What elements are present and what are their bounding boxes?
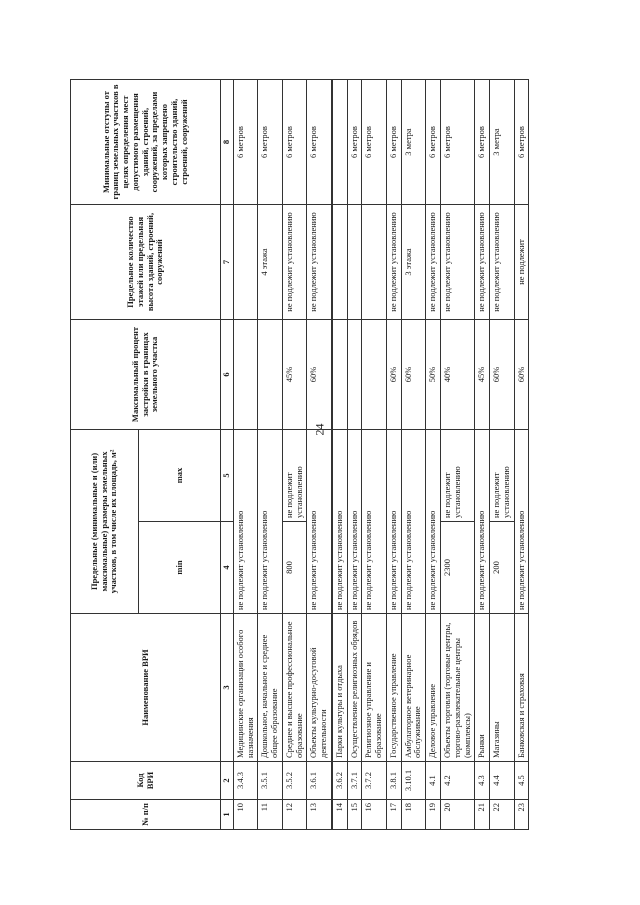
row-size: не подлежит установлению (475, 430, 490, 614)
row-name: Религиозное управление и образование (362, 614, 387, 762)
row-floors: не подлежит установлению (282, 205, 307, 320)
header-code: Код ВРИ (71, 762, 221, 800)
row-code: 3.6.1 (307, 762, 332, 800)
row-coverage: 45% (282, 320, 307, 430)
header-name: Наименование ВРИ (71, 614, 221, 762)
row-setback: 6 метров (475, 80, 490, 205)
table-row (441, 80, 475, 830)
row-number: 12 (282, 800, 307, 830)
row-coverage: 60% (386, 320, 401, 430)
row-size: не подлежит установлению (386, 430, 401, 614)
col-number: 5 (221, 430, 234, 522)
row-number: 15 (347, 800, 362, 830)
row-floors: 4 этажа (258, 205, 283, 320)
row-name: Объекты торговли (торговые центры, торгово-развлекательные центры (комплексы) (441, 614, 475, 762)
table-row (307, 80, 332, 830)
row-code: 4.5 (514, 762, 529, 800)
row-number: 11 (258, 800, 283, 830)
row-setback: 3 метра (401, 80, 426, 205)
header-num: № п/п (71, 800, 221, 830)
row-code: 3.5.2 (282, 762, 307, 800)
row-coverage (332, 320, 347, 430)
table-row (258, 80, 283, 830)
row-coverage (347, 320, 362, 430)
row-name: Государственное управление (386, 614, 401, 762)
row-coverage (362, 320, 387, 430)
row-coverage: 50% (426, 320, 441, 430)
row-size-max: не подлежит установлению (490, 430, 515, 522)
row-floors: не подлежит установлению (426, 205, 441, 320)
row-code: 3.6.2 (332, 762, 347, 800)
row-code: 3.4.3 (233, 762, 258, 800)
row-coverage: 60% (401, 320, 426, 430)
row-coverage (258, 320, 283, 430)
row-setback: 6 метров (441, 80, 475, 205)
rotated-table-container (70, 80, 620, 830)
row-floors: 3 этажа (401, 205, 426, 320)
row-size: не подлежит установлению (258, 430, 283, 614)
row-size: не подлежит установлению (514, 430, 529, 614)
table-row (362, 80, 387, 830)
header-min: min (139, 522, 221, 614)
row-floors (233, 205, 258, 320)
row-number: 21 (475, 800, 490, 830)
row-name: Рынки (475, 614, 490, 762)
row-coverage: 60% (307, 320, 332, 430)
row-number: 13 (307, 800, 332, 830)
row-code: 3.5.1 (258, 762, 283, 800)
table-row (282, 80, 307, 830)
row-setback: 6 метров (282, 80, 307, 205)
row-code: 4.4 (490, 762, 515, 800)
row-floors: не подлежит (514, 205, 529, 320)
row-code: 3.10.1 (401, 762, 426, 800)
row-code: 4.3 (475, 762, 490, 800)
zoning-table (70, 79, 529, 830)
row-size-max: не подлежит установлению (282, 430, 307, 522)
row-number: 17 (386, 800, 401, 830)
table-row (233, 80, 258, 830)
row-setback: 6 метров (258, 80, 283, 205)
row-size-min: 800 (282, 522, 307, 614)
row-coverage: 40% (441, 320, 475, 430)
col-number: 4 (221, 522, 234, 614)
row-size: не подлежит установлению (347, 430, 362, 614)
table-row (514, 80, 529, 830)
page-number: 24 (312, 423, 327, 436)
row-name: Амбулаторное ветеринарное обслуживание (401, 614, 426, 762)
row-size-min: 200 (490, 522, 515, 614)
row-coverage: 45% (475, 320, 490, 430)
row-floors: не подлежит установлению (441, 205, 475, 320)
row-name: Деловое управление (426, 614, 441, 762)
row-setback: 3 метра (490, 80, 515, 205)
row-setback: 6 метров (307, 80, 332, 205)
row-code: 3.7.1 (347, 762, 362, 800)
row-name: Объекты культурно-досуговой деятельности (307, 614, 332, 762)
col-number: 6 (221, 320, 234, 430)
header-size: Предельные (минимальные и (или) максимальные) размеры земельных участков, в том числе их площадь, м² (71, 430, 139, 614)
row-setback: 6 метров (347, 80, 362, 205)
table-row (386, 80, 401, 830)
row-code: 3.8.1 (386, 762, 401, 800)
row-name: Магазины (490, 614, 515, 762)
row-floors (347, 205, 362, 320)
col-number: 2 (221, 762, 234, 800)
row-size: не подлежит установлению (332, 430, 347, 614)
row-size: не подлежит установлению (401, 430, 426, 614)
header-max: max (139, 430, 221, 522)
row-coverage: 60% (490, 320, 515, 430)
header-coverage: Максимальный процент застройки в границах земельного участка (71, 320, 221, 430)
row-number: 14 (332, 800, 347, 830)
row-size: не подлежит установлению (233, 430, 258, 614)
row-floors: не подлежит установлению (475, 205, 490, 320)
table-row (401, 80, 426, 830)
row-name: Среднее и высшее профессиональное образование (282, 614, 307, 762)
row-number: 22 (490, 800, 515, 830)
row-setback (332, 80, 347, 205)
col-number: 1 (221, 800, 234, 830)
col-number: 8 (221, 80, 234, 205)
row-size: не подлежит установлению (362, 430, 387, 614)
row-code: 4.2 (441, 762, 475, 800)
header-setback: Минимальные отступы от границ земельных участков в целях определения мест допустимого размещения зданий, строений, сооружений, за пределами которых запрещено строительство зданий, строений, сооружений (71, 80, 221, 205)
row-name: Банковская и страховая (514, 614, 529, 762)
row-coverage: 60% (514, 320, 529, 430)
row-size: не подлежит установлению (426, 430, 441, 614)
row-setback: 6 метров (514, 80, 529, 205)
table-row (490, 80, 515, 830)
row-floors (362, 205, 387, 320)
row-size-max: не подлежит установлению (441, 430, 475, 522)
header-floors: Предельное количество этажей или предельная высота зданий, строений, сооружений (71, 205, 221, 320)
col-number: 3 (221, 614, 234, 762)
row-setback: 6 метров (233, 80, 258, 205)
row-floors (332, 205, 347, 320)
row-setback: 6 метров (426, 80, 441, 205)
row-number: 23 (514, 800, 529, 830)
row-floors: не подлежит установлению (307, 205, 332, 320)
row-setback: 6 метров (386, 80, 401, 205)
row-floors: не подлежит установлению (490, 205, 515, 320)
row-name: Дошкольное, начальное и среднее общее образование (258, 614, 283, 762)
col-number: 7 (221, 205, 234, 320)
row-name: Осуществление религиозных обрядов (347, 614, 362, 762)
table-row (426, 80, 441, 830)
table-row (347, 80, 362, 830)
row-coverage (233, 320, 258, 430)
row-number: 20 (441, 800, 475, 830)
row-number: 10 (233, 800, 258, 830)
row-code: 3.7.2 (362, 762, 387, 800)
row-floors: не подлежит установлению (386, 205, 401, 320)
row-number: 18 (401, 800, 426, 830)
row-number: 16 (362, 800, 387, 830)
row-number: 19 (426, 800, 441, 830)
row-name: Медицинские организации особого назначения (233, 614, 258, 762)
row-code: 4.1 (426, 762, 441, 800)
row-size: не подлежит установлению (307, 430, 332, 614)
row-name: Парки культуры и отдыха (332, 614, 347, 762)
row-setback: 6 метров (362, 80, 387, 205)
table-row (332, 80, 347, 830)
row-size-min: 2300 (441, 522, 475, 614)
table-row (475, 80, 490, 830)
